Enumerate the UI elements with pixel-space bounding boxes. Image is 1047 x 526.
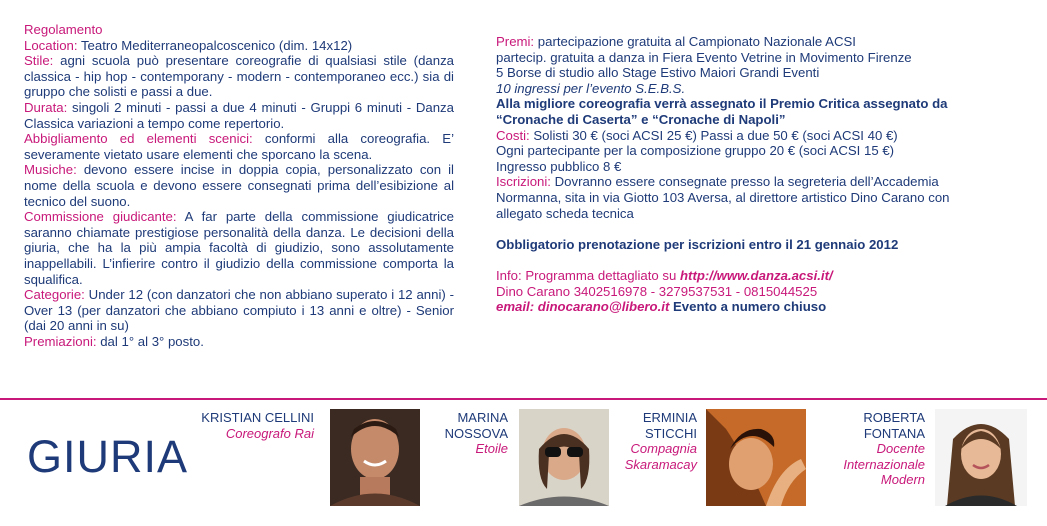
costi-line-3: Ingresso pubblico 8 € bbox=[496, 158, 622, 174]
stile-label: Stile: bbox=[24, 53, 54, 69]
judge-name-line-1: ERMINIA bbox=[642, 410, 697, 425]
premi-label: Premi: bbox=[496, 34, 535, 49]
categorie-rule bbox=[24, 287, 454, 334]
judge-role: Coreografo Rai bbox=[225, 425, 314, 441]
premi-line-4: 10 ingressi per l’evento S.E.B.S. bbox=[496, 80, 686, 96]
durata-rule bbox=[24, 100, 454, 131]
musiche-rule bbox=[24, 162, 454, 209]
judge-role-line-3: Modern bbox=[880, 472, 925, 487]
judge-name-line-2: FONTANA bbox=[863, 425, 925, 441]
rules-column bbox=[24, 22, 454, 349]
judge-marina-nossova bbox=[420, 410, 508, 457]
musiche-label: Musiche: bbox=[24, 162, 77, 178]
stile-text: agni scuola può presentare coreografie di qualsiasi stile (danza classica - hip hop - contemporany - modern - contemporaneo ecc.) sia di gruppo che solisti e passi a due. bbox=[24, 53, 454, 100]
musiche-text: devono essere incise in doppia copia, personalizzato con il nome della scuola e devono essere consegnati prima dell’esibizione al tecnico del suono. bbox=[24, 162, 454, 209]
costi-line bbox=[496, 128, 996, 144]
obbligatorio-notice: Obbligatorio prenotazione per iscrizioni entro il 21 gennaio 2012 bbox=[496, 236, 899, 252]
portrait-image bbox=[330, 409, 420, 506]
judge-role-line-1: Compagnia bbox=[630, 441, 697, 456]
spacer bbox=[496, 221, 996, 237]
costi-line-2: Ogni partecipante per la composizione gruppo 20 € (soci ACSI 15 €) bbox=[496, 143, 895, 159]
judge-erminia-sticchi bbox=[600, 410, 697, 472]
judge-name-line-2: STICCHI bbox=[645, 425, 697, 441]
premiazioni-text: dal 1° al 3° posto. bbox=[96, 333, 204, 349]
judge-photo-nossova bbox=[519, 409, 609, 506]
judge-name: KRISTIAN CELLINI bbox=[201, 410, 314, 425]
stile-rule bbox=[24, 53, 454, 100]
portrait-image bbox=[935, 409, 1027, 506]
commissione-label: Commissione giudicante: bbox=[24, 209, 177, 225]
email-link[interactable]: email: dinocarano@libero.it bbox=[496, 299, 670, 315]
iscrizioni-text: Dovranno essere consegnate presso la segreteria dell’Accademia Normanna, sita in via Giotto 103 Aversa, al direttore artistico Dino Carano con allegato scheda tecnica bbox=[496, 174, 950, 221]
email-line bbox=[496, 299, 996, 315]
spacer bbox=[496, 252, 996, 268]
judge-kristian-cellini bbox=[160, 410, 314, 441]
costi-label: Costi: bbox=[496, 127, 530, 143]
judge-name-line-1: ROBERTA bbox=[863, 410, 925, 425]
premio-critica: Alla migliore coreografia verrà assegnato il Premio Critica assegnato da “Cronache di Caserta” e “Cronache di Napoli” bbox=[496, 96, 948, 127]
portrait-image bbox=[519, 409, 609, 506]
judge-roberta-fontana bbox=[812, 410, 925, 488]
judge-photo-sticchi bbox=[706, 409, 806, 506]
costi-text: Solisti 30 € (soci ACSI 25 €) Passi a due 50 € (soci ACSI 40 €) bbox=[529, 127, 898, 143]
judge-role-line-2: Skaramacay bbox=[624, 456, 697, 472]
location-rule bbox=[24, 38, 454, 54]
categorie-text: Under 12 (con danzatori che non abbiano superato i 12 anni) - Over 13 (per danzatori che abbiano compiuto i 13 anni e oltre) - Senior (dai 20 anni in su) bbox=[24, 287, 454, 334]
info-line bbox=[496, 268, 996, 284]
evento-text: Evento a numero chiuso bbox=[669, 299, 827, 315]
durata-label: Durata: bbox=[24, 99, 68, 115]
premiazioni-label: Premiazioni: bbox=[24, 333, 97, 349]
premi-line-2: partecip. gratuita a danza in Fiera Evento Vetrine in Movimento Firenze bbox=[496, 49, 912, 65]
rules-title: Regolamento bbox=[24, 22, 103, 37]
portrait-image bbox=[706, 409, 806, 506]
info-text: Info: Programma dettagliato su bbox=[496, 267, 680, 283]
location-text: Teatro Mediterraneopalcoscenico (dim. 14x12) bbox=[77, 37, 353, 53]
abbigliamento-text: conformi alla coreografia. E’ severamente vietato usare elementi che sporcano la scena. bbox=[24, 131, 454, 162]
abbigliamento-label: Abbigliamento ed elementi scenici: bbox=[24, 131, 253, 147]
prizes-column bbox=[496, 34, 996, 315]
judge-photo-fontana bbox=[935, 409, 1027, 506]
commissione-text: A far parte della commissione giudicatrice saranno chiamate prestigiose personalità della danza. Le decisioni della giuria, che ha la più ampia facoltà di giudizio, sono assolutamente inappellabili. L’infierire contro il giudizio della commissione comporta la squalifica. bbox=[24, 209, 454, 287]
durata-text: singoli 2 minuti - passi a due 4 minuti - Gruppi 6 minuti - Danza Classica variazioni a tempo come repertorio. bbox=[24, 99, 454, 131]
premi-text: partecipazione gratuita al Campionato Nazionale ACSI bbox=[534, 34, 856, 49]
location-label: Location: bbox=[24, 37, 78, 53]
categorie-label: Categorie: bbox=[24, 287, 85, 303]
judge-name-line-1: MARINA bbox=[457, 410, 508, 425]
judge-role: Etoile bbox=[475, 441, 508, 456]
premi-line bbox=[496, 34, 996, 50]
premi-line-3: 5 Borse di studio allo Stage Estivo Maiori Grandi Eventi bbox=[496, 65, 820, 81]
judge-role-line-2: Internazionale bbox=[843, 456, 925, 472]
commissione-rule bbox=[24, 209, 454, 287]
giuria-title: GIURIA bbox=[27, 431, 189, 482]
info-url-link[interactable]: http://www.danza.acsi.it/ bbox=[680, 267, 833, 283]
divider-line bbox=[0, 398, 1047, 400]
judge-name-line-2: NOSSOVA bbox=[444, 425, 508, 441]
contact-line: Dino Carano 3402516978 - 3279537531 - 0815044525 bbox=[496, 283, 818, 299]
premiazioni-rule bbox=[24, 334, 454, 350]
judge-photo-cellini bbox=[330, 409, 420, 506]
judge-role-line-1: Docente bbox=[876, 441, 925, 456]
iscrizioni-label: Iscrizioni: bbox=[496, 174, 551, 190]
iscrizioni-line bbox=[496, 174, 966, 221]
abbigliamento-rule bbox=[24, 131, 454, 162]
